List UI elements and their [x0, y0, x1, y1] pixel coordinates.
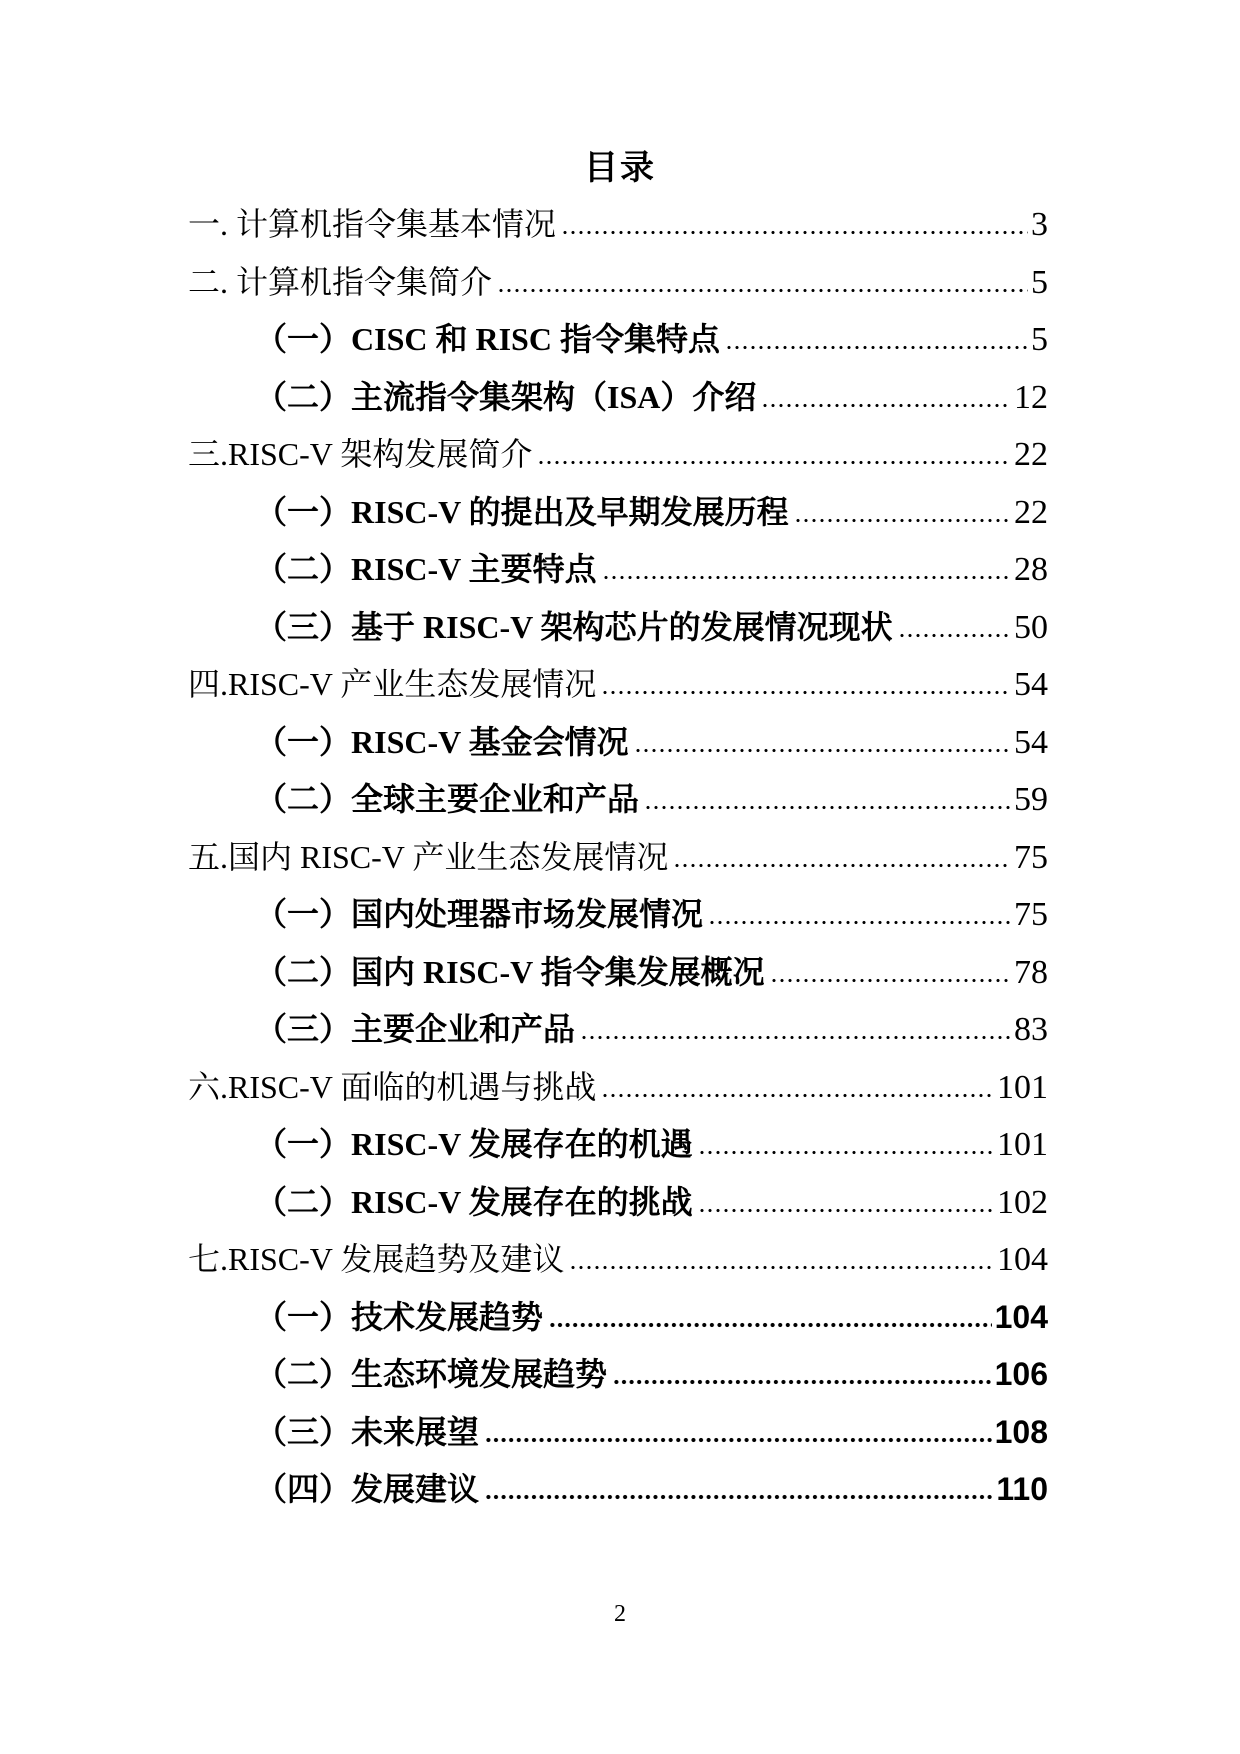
toc-entry-page: 75 [1014, 896, 1048, 933]
dot-leader [550, 1322, 992, 1328]
dot-leader [539, 460, 1011, 465]
toc-entry-label: 一. 计算机指令集基本情况 [188, 206, 557, 242]
toc-entry[interactable] [188, 1116, 1048, 1174]
page-number: 2 [614, 1601, 626, 1627]
toc-entry-page: 5 [1031, 321, 1048, 358]
toc-entry-label: （一）RISC-V 发展存在的机遇 [255, 1126, 693, 1162]
toc-entry-page: 78 [1014, 953, 1048, 991]
toc-entry-page: 54 [1014, 723, 1048, 761]
toc-entry-page: 22 [1014, 493, 1048, 531]
dot-leader [763, 403, 1011, 408]
toc-entry-label: （二）国内 RISC-V 指令集发展概况 [255, 953, 765, 990]
dot-leader [582, 1035, 1011, 1040]
toc-entry-page: 101 [997, 1126, 1048, 1163]
toc-entry[interactable] [188, 426, 1048, 484]
toc-entry-label: 七.RISC-V 发展趋势及建议 [188, 1241, 565, 1277]
toc-list [188, 196, 1048, 1519]
toc-entry-label: 六.RISC-V 面临的机遇与挑战 [188, 1068, 597, 1105]
toc-entry-label: 五.国内 RISC-V 产业生态发展情况 [188, 838, 669, 875]
toc-entry-page: 104 [997, 1241, 1048, 1278]
toc-entry[interactable] [188, 714, 1048, 772]
toc-entry-label: 二. 计算机指令集简介 [188, 263, 493, 300]
toc-entry-label: （四）发展建议 [255, 1471, 480, 1507]
toc-entry-page: 28 [1014, 551, 1048, 588]
toc-entry[interactable] [188, 369, 1048, 427]
toc-entry-page: 22 [1014, 436, 1048, 473]
toc-entry[interactable] [188, 944, 1048, 1002]
dot-leader [499, 288, 1028, 293]
dot-leader [603, 1093, 994, 1098]
toc-entry-page: 12 [1014, 378, 1048, 416]
toc-entry[interactable] [188, 1231, 1048, 1289]
dot-leader [571, 1265, 994, 1270]
toc-entry[interactable] [188, 1001, 1048, 1059]
toc-entry[interactable] [188, 886, 1048, 944]
toc-entry-page: 59 [1014, 781, 1048, 818]
toc-entry-label: （一）RISC-V 基金会情况 [255, 723, 629, 760]
toc-entry-page: 102 [997, 1183, 1048, 1221]
dot-leader [700, 1208, 994, 1213]
toc-entry-label: （三）基于 RISC-V 架构芯片的发展情况现状 [255, 608, 893, 645]
toc-entry[interactable] [188, 599, 1048, 657]
toc-entry[interactable] [188, 1289, 1048, 1347]
dot-leader [710, 920, 1011, 925]
toc-entry-label: （二）生态环境发展趋势 [255, 1356, 608, 1392]
toc-entry-label: 三.RISC-V 架构发展简介 [188, 436, 533, 472]
toc-entry-label: （三）未来展望 [255, 1413, 480, 1450]
dot-leader [614, 1379, 992, 1385]
toc-entry[interactable] [188, 1059, 1048, 1117]
dot-leader [646, 805, 1011, 810]
toc-entry-page: 110 [996, 1471, 1048, 1507]
dot-leader [675, 863, 1011, 868]
dot-leader [727, 345, 1028, 350]
dot-leader [700, 1150, 994, 1155]
toc-entry[interactable] [188, 656, 1048, 714]
toc-entry-label: （二）RISC-V 主要特点 [255, 551, 597, 587]
toc-entry-label: （二）全球主要企业和产品 [255, 781, 640, 817]
dot-leader [796, 518, 1011, 523]
toc-entry[interactable] [188, 771, 1048, 829]
dot-leader [486, 1494, 993, 1500]
toc-entry-label: （二）主流指令集架构（ISA）介绍 [255, 378, 757, 415]
toc-entry-label: （一）CISC 和 RISC 指令集特点 [255, 321, 720, 357]
toc-entry-page: 104 [994, 1298, 1048, 1335]
toc-title: 目录 [584, 149, 656, 187]
toc-entry[interactable] [188, 1346, 1048, 1404]
toc-entry-page: 75 [1014, 838, 1048, 876]
toc-entry[interactable] [188, 1461, 1048, 1519]
toc-entry-label: 四.RISC-V 产业生态发展情况 [188, 666, 597, 702]
toc-entry[interactable] [188, 311, 1048, 369]
toc-entry-page: 54 [1014, 666, 1048, 703]
toc-entry-label: （一）技术发展趋势 [255, 1298, 544, 1335]
toc-entry[interactable] [188, 1174, 1048, 1232]
toc-entry[interactable] [188, 829, 1048, 887]
dot-leader [772, 978, 1011, 983]
toc-entry-label: （一）RISC-V 的提出及早期发展历程 [255, 493, 789, 530]
toc-entry-page: 106 [994, 1356, 1048, 1392]
toc-entry-label: （一）国内处理器市场发展情况 [255, 896, 704, 932]
dot-leader [486, 1437, 992, 1443]
dot-leader [636, 748, 1011, 753]
toc-entry[interactable] [188, 254, 1048, 312]
toc-entry[interactable] [188, 196, 1048, 254]
dot-leader [563, 230, 1028, 235]
toc-entry-page: 5 [1031, 263, 1048, 301]
toc-entry[interactable] [188, 1404, 1048, 1462]
toc-entry-page: 50 [1014, 608, 1048, 646]
toc-entry-label: （三）主要企业和产品 [255, 1011, 576, 1047]
toc-entry[interactable] [188, 541, 1048, 599]
toc-entry-page: 101 [997, 1068, 1048, 1106]
dot-leader [900, 633, 1011, 638]
toc-entry-page: 3 [1031, 206, 1048, 243]
dot-leader [603, 690, 1011, 695]
toc-entry[interactable] [188, 484, 1048, 542]
toc-entry-label: （二）RISC-V 发展存在的挑战 [255, 1183, 693, 1220]
toc-entry-page: 108 [994, 1413, 1048, 1450]
dot-leader [604, 575, 1011, 580]
toc-entry-page: 83 [1014, 1011, 1048, 1048]
